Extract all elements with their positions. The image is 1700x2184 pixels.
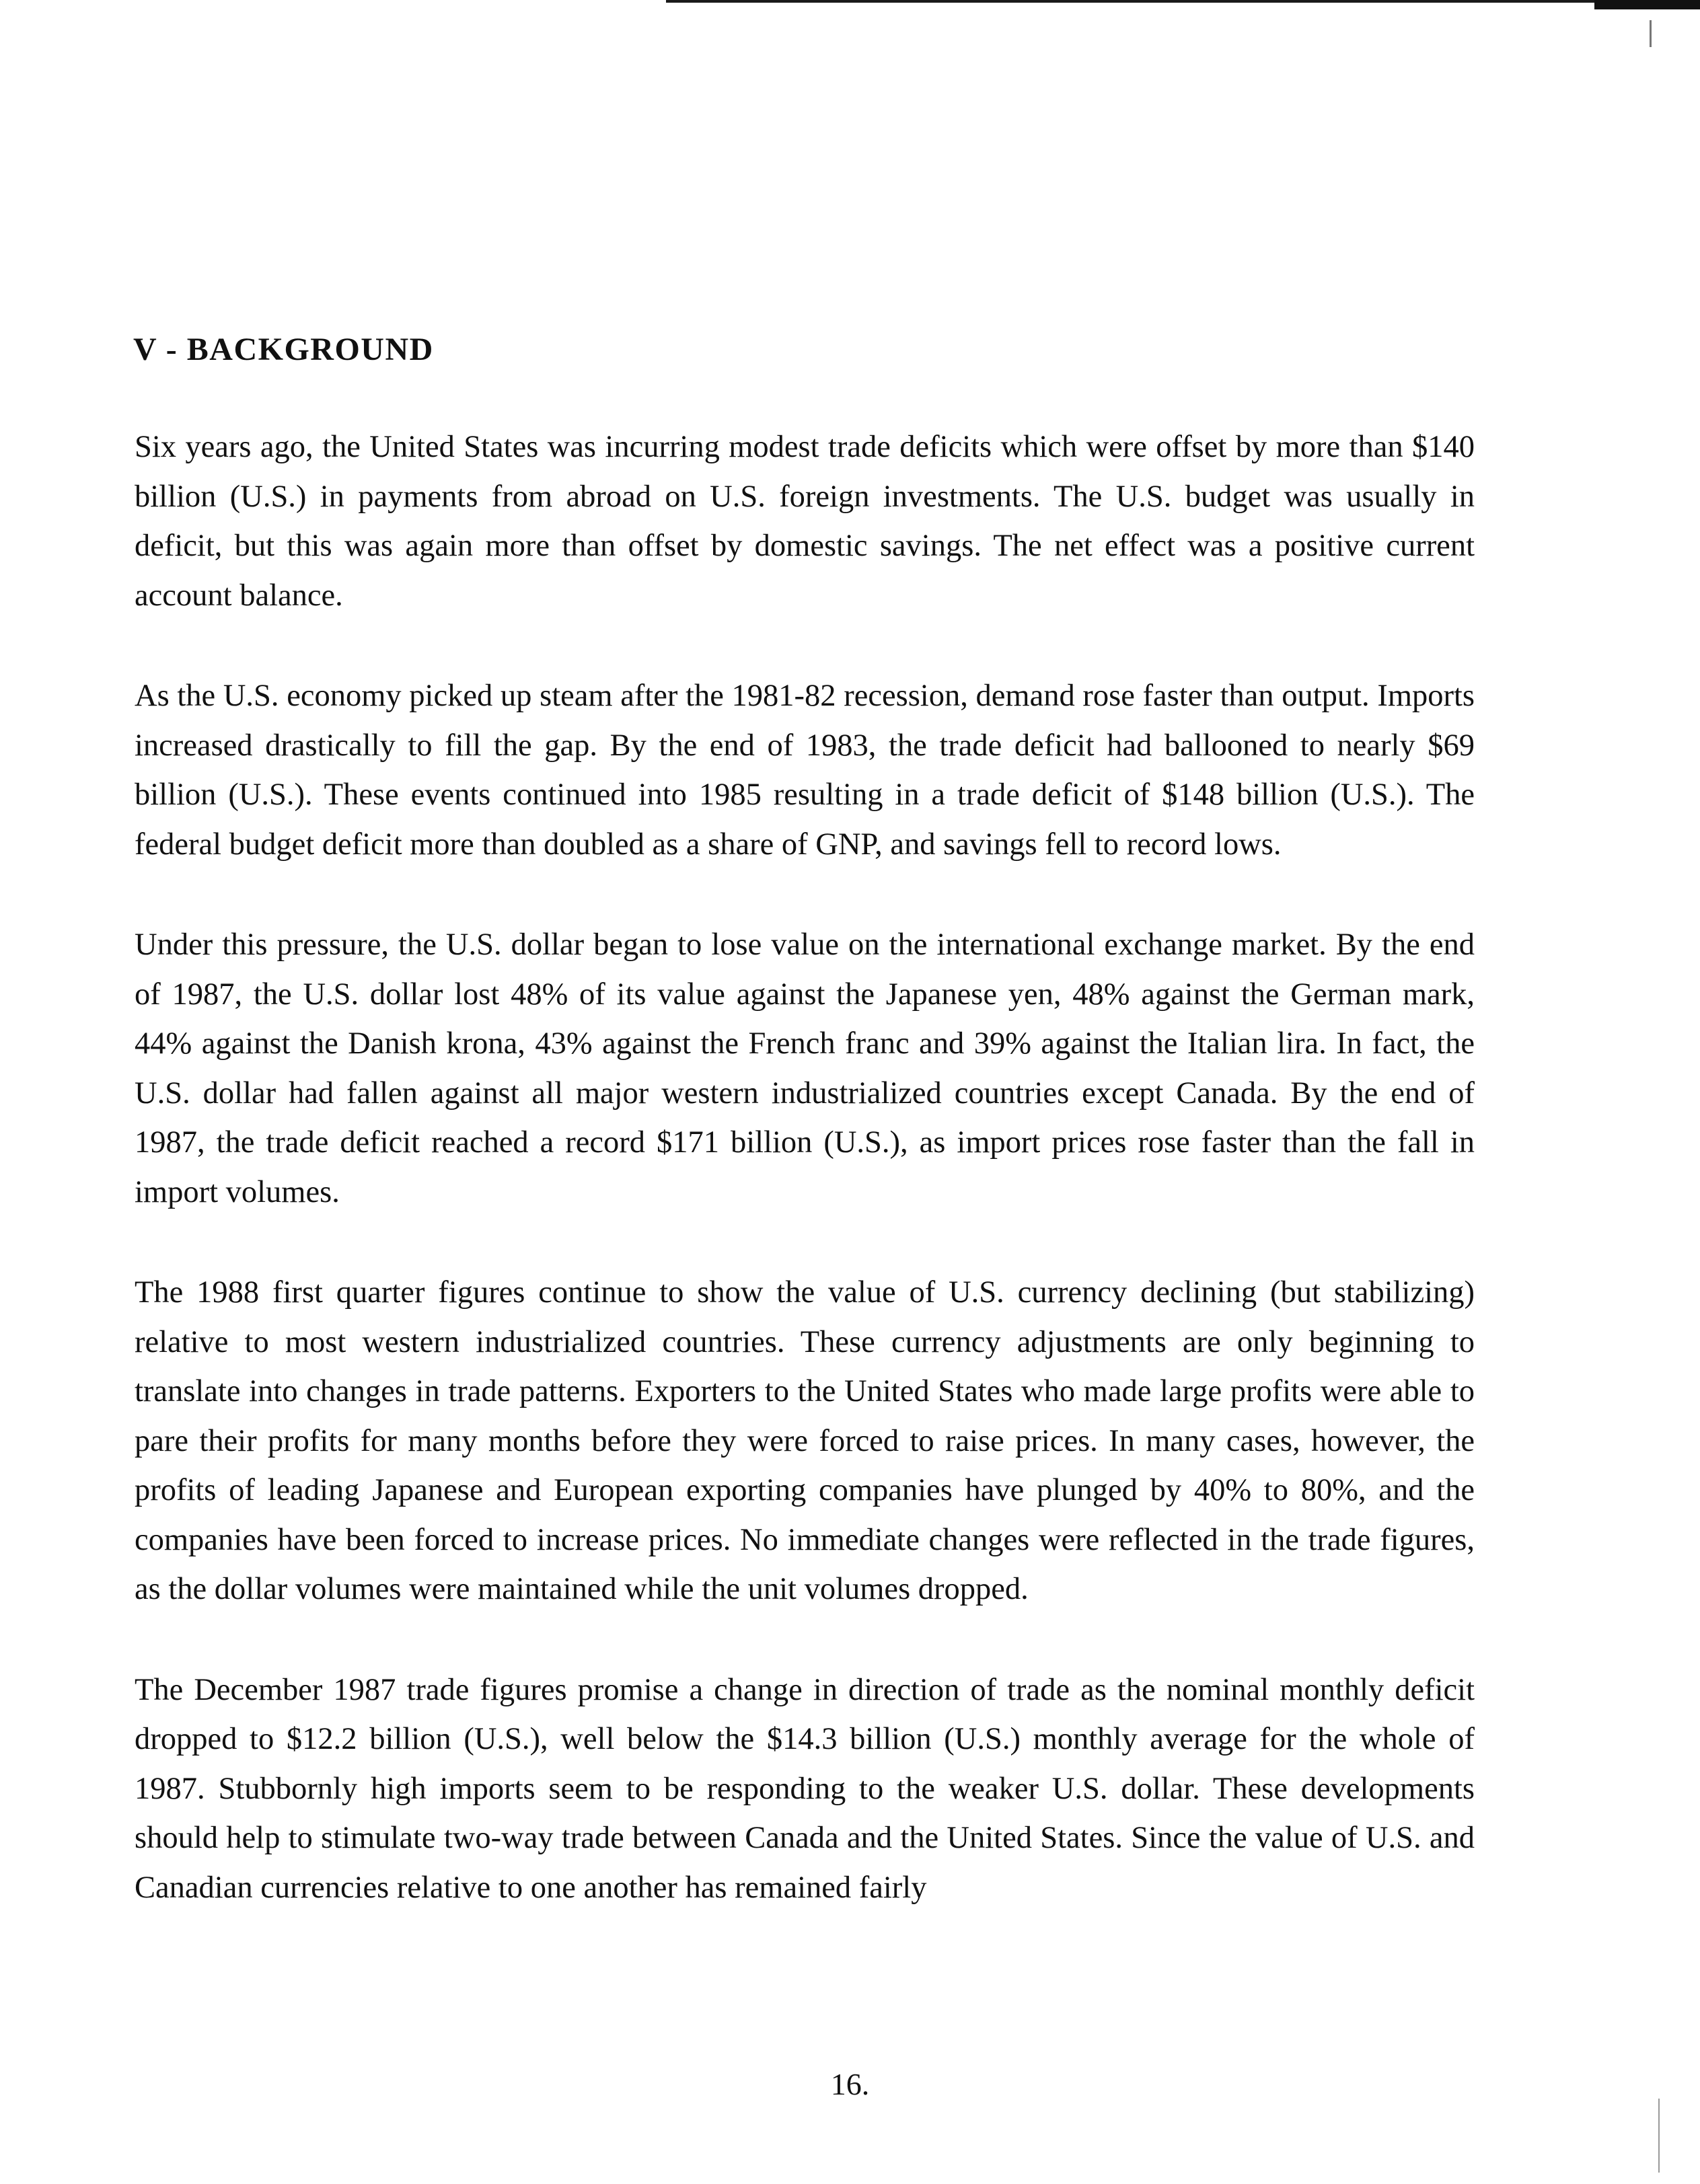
paragraph: Six years ago, the United States was incurring modest trade deficits which were offset by more than $140 billion (U.S.) in payments from abroad on U.S. foreign investments. The U.S. budget was usually in deficit, but this was again more than offset by domestic savings. The net effect was a positive current account balance.: [135, 430, 1475, 613]
top-border-line: [666, 0, 1700, 3]
scan-artifact: [1650, 20, 1652, 47]
scan-artifact: [1658, 2099, 1660, 2173]
section-heading: V - BACKGROUND: [133, 332, 434, 367]
paragraph: The 1988 first quarter figures continue to show the value of U.S. currency declining (but stabilizing) relative to most western industrialized countries. These currency adjustments are only beginning to translate into changes in trade patterns. Exporters to the United States who made large profits were able to pare their profits for many months before they were forced to raise prices. In many cases, however, the profits of leading Japanese and European exporting companies have plunged by 40% to 80%, and the companies have been forced to increase prices. No immediate changes were reflected in the trade figures, as the dollar volumes were maintained while the unit volumes dropped.: [135, 1275, 1475, 1606]
paragraph: Under this pressure, the U.S. dollar began to lose value on the international exchange market. By the end of 1987, the U.S. dollar lost 48% of its value against the Japanese yen, 48% against the German mark, 44% against the Danish krona, 43% against the French franc and 39% against the Italian lira. In fact, the U.S. dollar had fallen against all major western industrialized countries except Canada. By the end of 1987, the trade deficit reached a record $171 billion (U.S.), as import prices rose faster than the fall in import volumes.: [135, 928, 1475, 1209]
page-number: 16.: [830, 2067, 870, 2101]
top-border-mark: [1594, 0, 1700, 9]
document-body: [135, 422, 1475, 1963]
paragraph: The December 1987 trade figures promise a change in direction of trade as the nominal monthly deficit dropped to $12.2 billion (U.S.), well below the $14.3 billion (U.S.) monthly average for the whole of 1987. Stubbornly high imports seem to be responding to the weaker U.S. dollar. These developments should help to stimulate two-way trade between Canada and the United States. Since the value of U.S. and Canadian currencies relative to one another has remained fairly: [135, 1672, 1475, 1905]
paragraph: As the U.S. economy picked up steam after the 1981-82 recession, demand rose faster than output. Imports increased drastically to fill the gap. By the end of 1983, the trade deficit had ballooned to nearly $69 billion (U.S.). These events continued into 1985 resulting in a trade deficit of $148 billion (U.S.). The federal budget deficit more than doubled as a share of GNP, and savings fell to record lows.: [135, 679, 1475, 862]
